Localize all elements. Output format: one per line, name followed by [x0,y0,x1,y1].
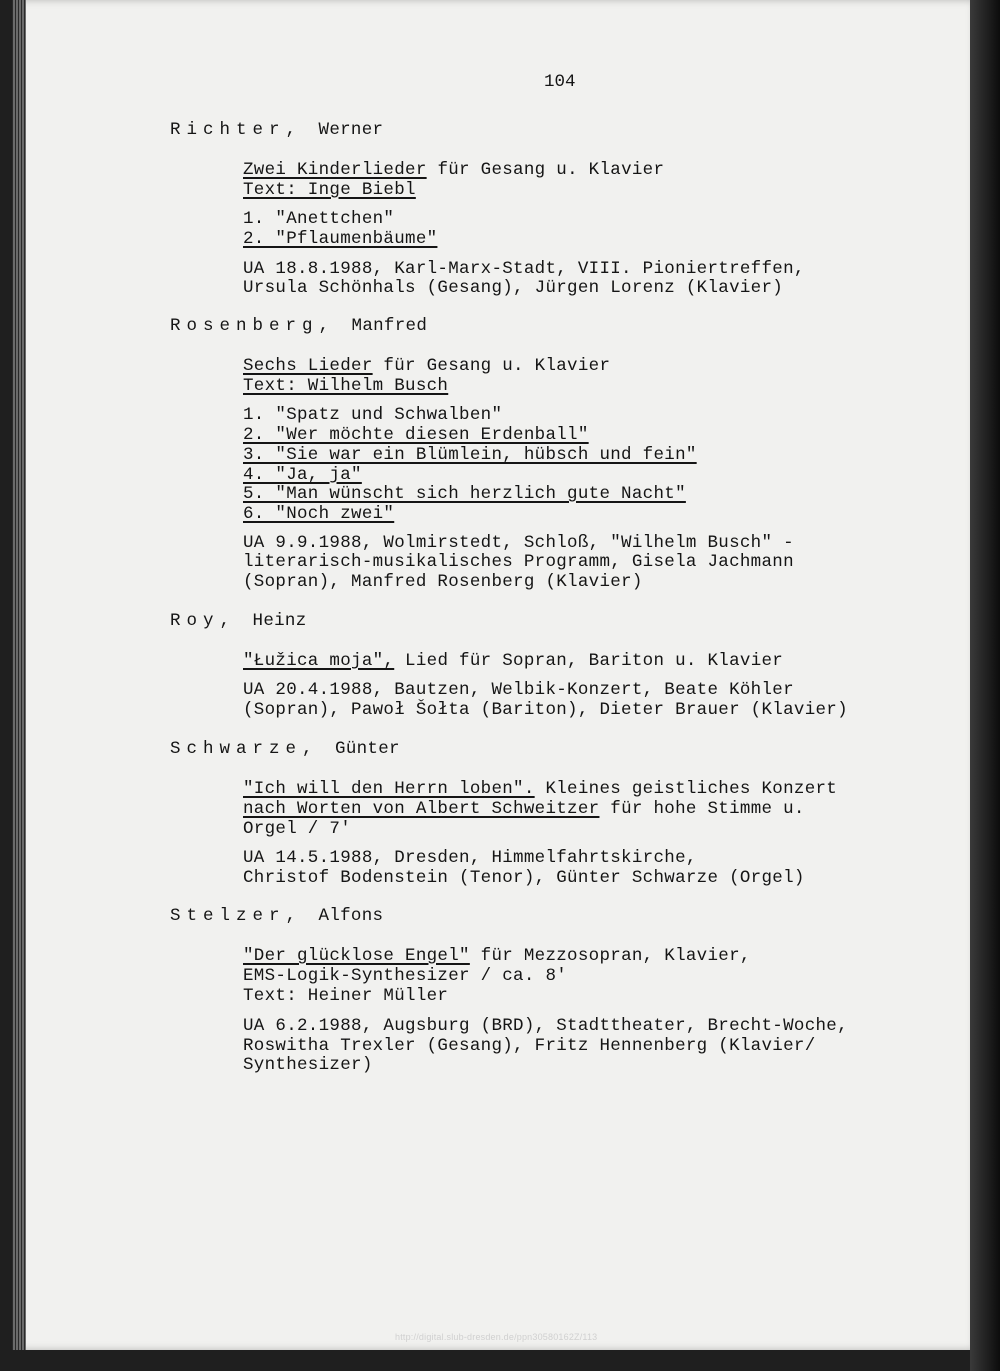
work-title: "Łužica moja", Lied für Sopran, Bariton u. Klavier [243,651,784,671]
premiere-line: UA 14.5.1988, Dresden, Himmelfahrtskirche, [243,848,697,868]
premiere-line: Synthesizer) [243,1055,373,1075]
premiere-line: Roswitha Trexler (Gesang), Fritz Hennenberg (Klavier/ [243,1036,816,1056]
composer-header: Rosenberg, Manfred [170,316,428,336]
work-title: Sechs Lieder für Gesang u. Klavier [243,356,611,376]
work-title: "Ich will den Herrn loben". Kleines geistliches Konzert [243,779,838,799]
page-stack-edge [12,0,26,1350]
premiere-line: (Sopran), Pawoł Šołta (Bariton), Dieter Brauer (Klavier) [243,700,848,720]
song-item: 1. "Anettchen" [243,209,395,229]
song-item: 2. "Wer möchte diesen Erdenball" [243,425,589,445]
text-credit: Text: Wilhelm Busch [243,376,449,396]
work-title: Orgel / 7' [243,819,352,839]
song-item: 2. "Pflaumenbäume" [243,229,438,249]
work-title: Zwei Kinderlieder für Gesang u. Klavier [243,160,665,180]
text-credit: Text: Heiner Müller [243,986,449,1006]
work-title: EMS-Logik-Synthesizer / ca. 8' [243,966,568,986]
book-spine-shadow [970,0,1000,1371]
premiere-line: UA 6.2.1988, Augsburg (BRD), Stadttheater, Brecht-Woche, [243,1016,848,1036]
premiere-line: literarisch-musikalisches Programm, Gisela Jachmann [243,552,794,572]
premiere-line: (Sopran), Manfred Rosenberg (Klavier) [243,572,643,592]
premiere-line: Ursula Schönhals (Gesang), Jürgen Lorenz (Klavier) [243,278,784,298]
document-page [12,0,980,1350]
composer-header: Richter, Werner [170,120,384,140]
source-url[interactable]: http://digital.slub-dresden.de/ppn30580162Z/113 [395,1332,598,1342]
song-item: 3. "Sie war ein Blümlein, hübsch und fein" [243,445,697,465]
work-title: "Der glücklose Engel" für Mezzosopran, Klavier, [243,946,751,966]
song-item: 5. "Man wünscht sich herzlich gute Nacht" [243,484,686,504]
page-number: 104 [544,72,576,92]
premiere-line: UA 9.9.1988, Wolmirstedt, Schloß, "Wilhelm Busch" - [243,533,794,553]
composer-header: Schwarze, Günter [170,739,400,759]
song-item: 1. "Spatz und Schwalben" [243,405,503,425]
composer-header: Stelzer, Alfons [170,906,384,926]
premiere-line: Christof Bodenstein (Tenor), Günter Schwarze (Orgel) [243,868,805,888]
premiere-line: UA 20.4.1988, Bautzen, Welbik-Konzert, Beate Köhler [243,680,794,700]
work-title: nach Worten von Albert Schweitzer für hohe Stimme u. [243,799,805,819]
song-item: 4. "Ja, ja" [243,465,362,485]
premiere-line: UA 18.8.1988, Karl-Marx-Stadt, VIII. Pioniertreffen, [243,259,805,279]
composer-header: Roy, Heinz [170,611,307,631]
text-credit: Text: Inge Biebl [243,180,416,200]
song-item: 6. "Noch zwei" [243,504,395,524]
